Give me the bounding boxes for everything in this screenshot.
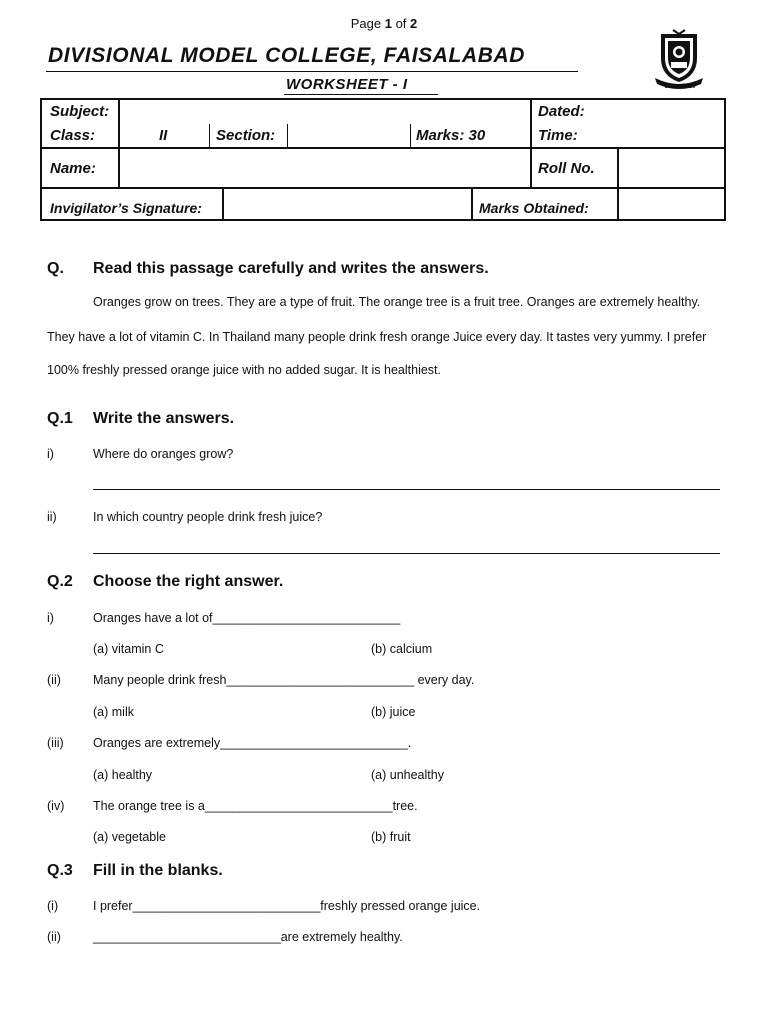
college-title: DIVISIONAL MODEL COLLEGE, FAISALABAD [48, 44, 526, 67]
q1-title: Write the answers. [93, 410, 235, 427]
q2-item-4-text: The orange tree is a___________________________tree. [93, 799, 418, 813]
subject-label: Subject: [50, 103, 110, 120]
invigilator-signature-label: Invigilator’s Signature: [50, 200, 202, 216]
q2-item-4-roman: (iv) [47, 799, 65, 813]
marks-obtained-label: Marks Obtained: [479, 200, 589, 216]
student-info-table [40, 98, 726, 221]
q2-item-2-option-b[interactable]: (b) juice [371, 705, 416, 719]
worksheet-underline [284, 94, 438, 95]
q2-item-2-roman: (ii) [47, 673, 61, 687]
class-label: Class: [50, 127, 96, 144]
name-label: Name: [50, 160, 96, 177]
passage-question-heading [47, 260, 489, 278]
page-prefix: Page [350, 16, 385, 31]
q2-item-1-text: Oranges have a lot of___________________________ [93, 611, 401, 625]
q3-item-2-text: ___________________________are extremely healthy. [93, 930, 403, 944]
q3-item-1-text: I prefer___________________________freshly pressed orange juice. [93, 899, 481, 913]
passage-question-number: Q. [47, 260, 64, 277]
passage-line-1: Oranges grow on trees. They are a type of fruit. The orange tree is a fruit tree. Oranges are extremely healthy. [93, 295, 701, 309]
page-total: 2 [410, 16, 418, 31]
q2-item-1-roman: i) [47, 611, 54, 625]
q1-item-1-answer-line[interactable] [93, 489, 720, 490]
q2-item-4-option-a[interactable]: (a) vegetable [93, 830, 166, 844]
q3-item-1-roman: (i) [47, 899, 59, 913]
q1-item-1-roman: i) [47, 447, 54, 461]
q2-title: Choose the right answer. [93, 573, 284, 590]
q1-item-2-text: In which country people drink fresh juice? [93, 510, 323, 524]
passage-line-2: They have a lot of vitamin C. In Thailand many people drink fresh orange Juice every day. It tastes very yummy. I prefer [47, 330, 707, 344]
q2-item-3-option-a[interactable]: (a) healthy [93, 768, 153, 782]
section-label: Section: [216, 127, 276, 144]
time-label: Time: [538, 127, 578, 144]
page-of: of [391, 16, 411, 31]
q1-item-2-roman: ii) [47, 510, 57, 524]
logo-since-text: Since 1989 [664, 84, 696, 90]
passage-question-title: Read this passage carefully and writes the answers. [93, 260, 489, 277]
q2-item-2-option-a[interactable]: (a) milk [93, 705, 134, 719]
worksheet-title: WORKSHEET - I [286, 76, 408, 93]
page-current: 1 [384, 16, 392, 31]
q2-item-1-option-a[interactable]: (a) vitamin C [93, 642, 164, 656]
q3-item-2-roman: (ii) [47, 930, 61, 944]
q1-heading [47, 410, 234, 428]
passage-line-3: 100% freshly pressed orange juice with no added sugar. It is healthiest. [47, 363, 441, 377]
dated-label: Dated: [538, 103, 585, 120]
q3-title: Fill in the blanks. [93, 862, 223, 879]
q3-number: Q.3 [47, 862, 73, 879]
title-underline [46, 71, 578, 72]
q2-item-3-text: Oranges are extremely___________________________. [93, 736, 412, 750]
q2-item-1-option-b[interactable]: (b) calcium [371, 642, 433, 656]
q1-item-1-text: Where do oranges grow? [93, 447, 234, 461]
q1-item-2-answer-line[interactable] [93, 553, 720, 554]
marks-label: Marks: 30 [416, 127, 486, 144]
roll-number-label: Roll No. [538, 160, 595, 177]
q2-heading [47, 573, 283, 591]
q3-heading [47, 862, 223, 880]
q2-item-3-option-b[interactable]: (a) unhealthy [371, 768, 444, 782]
q2-item-4-option-b[interactable]: (b) fruit [371, 830, 411, 844]
class-value: II [159, 127, 168, 144]
q2-item-2-text: Many people drink fresh___________________________ every day. [93, 673, 475, 687]
q2-item-3-roman: (iii) [47, 736, 64, 750]
q1-number: Q.1 [47, 410, 73, 427]
q2-number: Q.2 [47, 573, 73, 590]
